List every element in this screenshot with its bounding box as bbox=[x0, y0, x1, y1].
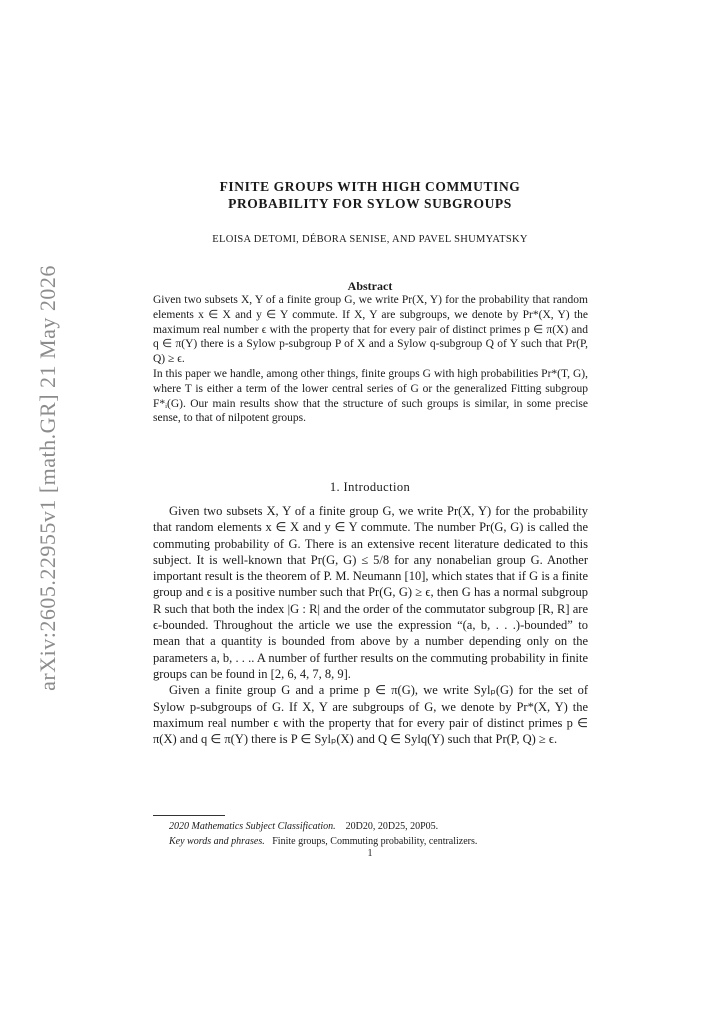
abstract-paragraph-2: In this paper we handle, among other things, finite groups G with high probabilities Pr*(T, G), where T is either a term of the lower central series of G or the generalized Fitting subgroup F*ᵢ(G). Our main results show that the structure of such groups is similar, in some precise sense, to that of nilpotent groups. bbox=[153, 367, 588, 425]
page-number: 1 bbox=[367, 848, 373, 859]
keywords-value: Finite groups, Commuting probability, centralizers. bbox=[272, 835, 478, 847]
abstract-body bbox=[153, 293, 588, 426]
keywords-label: Key words and phrases. bbox=[169, 835, 265, 847]
abstract-paragraph-1: Given two subsets X, Y of a finite group G, we write Pr(X, Y) for the probability that random elements x ∈ X and y ∈ Y commute. If X, Y are subgroups, we denote by Pr*(X, Y) the maximum real number ϵ with the property that for every pair of distinct primes p ∈ π(X) and q ∈ π(Y) there is a Sylow p-subgroup P of X and a Sylow q-subgroup Q of Y such that Pr(P, Q) ≥ ϵ. bbox=[153, 294, 588, 366]
title-line-1: FINITE GROUPS WITH HIGH COMMUTING bbox=[219, 179, 521, 194]
footnote-divider bbox=[153, 815, 225, 816]
introduction-body bbox=[153, 503, 588, 747]
paper-title bbox=[120, 178, 620, 212]
footnotes bbox=[153, 820, 588, 849]
section-heading-introduction: 1. Introduction bbox=[329, 480, 411, 494]
author-list: ELOISA DETOMI, DÉBORA SENISE, AND PAVEL SHUMYATSKY bbox=[212, 234, 528, 245]
msc-label: 2020 Mathematics Subject Classification. bbox=[169, 821, 336, 832]
footnote-msc bbox=[153, 820, 588, 835]
body-paragraph-2: Given a finite group G and a prime p ∈ π(G), we write Sylₚ(G) for the set of Sylow p-subgroups of G. If X, Y are subgroups of G, we denote by Pr*(X, Y) the maximum real number ϵ with the property that for every pair of distinct primes p ∈ π(X) and q ∈ π(Y) there is P ∈ Sylₚ(X) and Q ∈ Sylq(Y) such that Pr(P, Q) ≥ ϵ. bbox=[153, 683, 588, 747]
title-line-2: PROBABILITY FOR SYLOW SUBGROUPS bbox=[228, 196, 512, 211]
abstract-heading: Abstract bbox=[347, 279, 393, 293]
msc-value: 20D20, 20D25, 20P05. bbox=[345, 821, 439, 832]
footnote-keywords bbox=[153, 835, 588, 850]
arxiv-identifier: arXiv:2605.22955v1 [math.GR] 21 May 2026 bbox=[35, 265, 60, 691]
body-paragraph-1: Given two subsets X, Y of a finite group G, we write Pr(X, Y) for the probability that random elements x ∈ X and y ∈ Y commute. The number Pr(G, G) is called the commuting probability of G. There is an extensive recent literature dedicated to this subject. It is well-known that Pr(G, G) ≤ 5/8 for any nonabelian group G. Another important result is the theorem of P. M. Neumann [10], which states that if G is a finite group and ϵ is a positive number such that Pr(G, G) ≥ ϵ, then G has a normal subgroup R such that both the index |G : R| and the order of the commutator subgroup [R, R] are ϵ-bounded. Throughout the article we use the expression “(a, b, . . .)-bounded” to mean that a quantity is bounded from above by a number depending only on the parameters a, b, . . .. A number of further results on the commuting probability in finite groups can be found in [2, 6, 4, 7, 8, 9]. bbox=[153, 504, 588, 681]
